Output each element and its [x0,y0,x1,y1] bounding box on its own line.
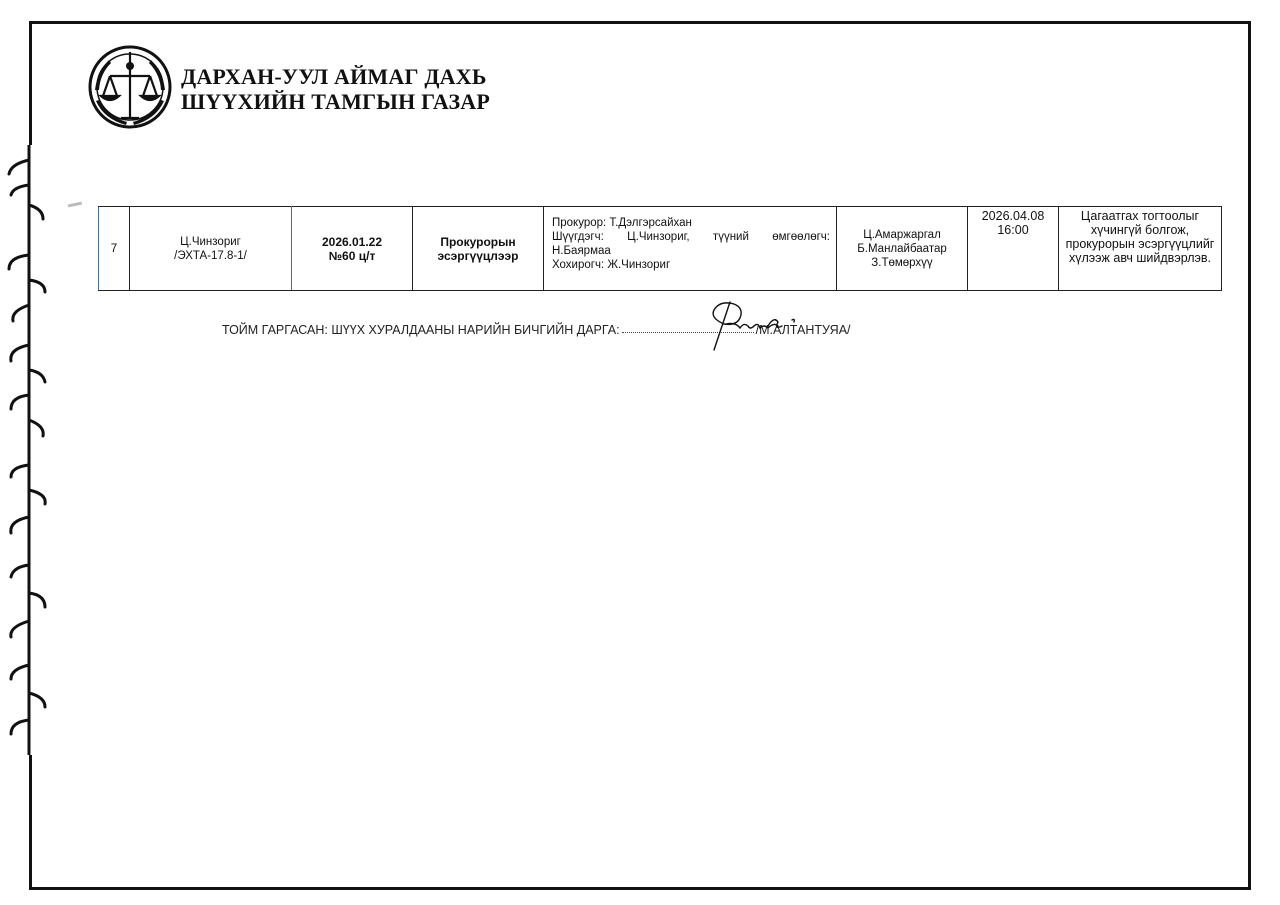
defendant-cell [130,207,292,291]
case-code: /ЭХТА-17.8-1/ [174,249,247,262]
row-number: 7 [99,207,130,291]
decision-cell [292,207,413,291]
scales-of-justice-emblem-icon [87,44,173,130]
defendant-name: Ц.Чинзориг [180,235,241,248]
judge: З.Төмөрхүү [871,256,933,269]
judge: Б.Манлайбаатар [857,242,947,255]
organization-title-line1: ДАРХАН-УУЛ АЙМАГ ДАХЬ [181,64,487,89]
organization-title-line2: ШҮҮХИЙН ТАМГЫН ГАЗАР [181,89,490,114]
hearing-date: 2026.04.08 [981,209,1045,223]
judge: Ц.Амаржаргал [863,228,941,241]
hearing-time: 16:00 [997,223,1029,237]
table-row [99,207,1222,291]
participants-cell [544,207,837,291]
decision-number: №60 ц/т [328,248,376,263]
decision-date: 2026.01.22 [321,234,383,249]
page-border [29,21,1251,890]
complaint-type: Прокурорын эсэргүүцлээр [413,207,544,291]
organization-title [181,64,490,114]
handwritten-signature-icon [706,298,810,354]
defendant-line-continued: Н.Баярмаа [552,245,611,257]
footer-name: /М.АЛТАНТУЯА/ [755,323,851,337]
footer-label: ТОЙМ ГАРГАСАН: ШҮҮХ ХУРАЛДААНЫ НАРИЙН БИЧГИЙН ДАРГА: [222,323,620,337]
result: Цагаатгах тогтоолыг хүчингүй болгож, прокурорын эсэргүүцлийг хүлээж авч шийдвэрлэв. [1059,207,1222,291]
mongolian-script-vertical-text-icon [2,145,57,755]
hearing-cell [968,207,1059,291]
defendant-line: Шүүгдэгч: Ц.Чинзориг, түүний өмгөөлөгч: [552,231,830,243]
victim: Хохирогч: Ж.Чинзориг [552,259,671,271]
cases-table [98,206,1222,291]
prosecutor: Прокурор: Т.Дэлгэрсайхан [552,217,692,229]
judges-cell [837,207,968,291]
